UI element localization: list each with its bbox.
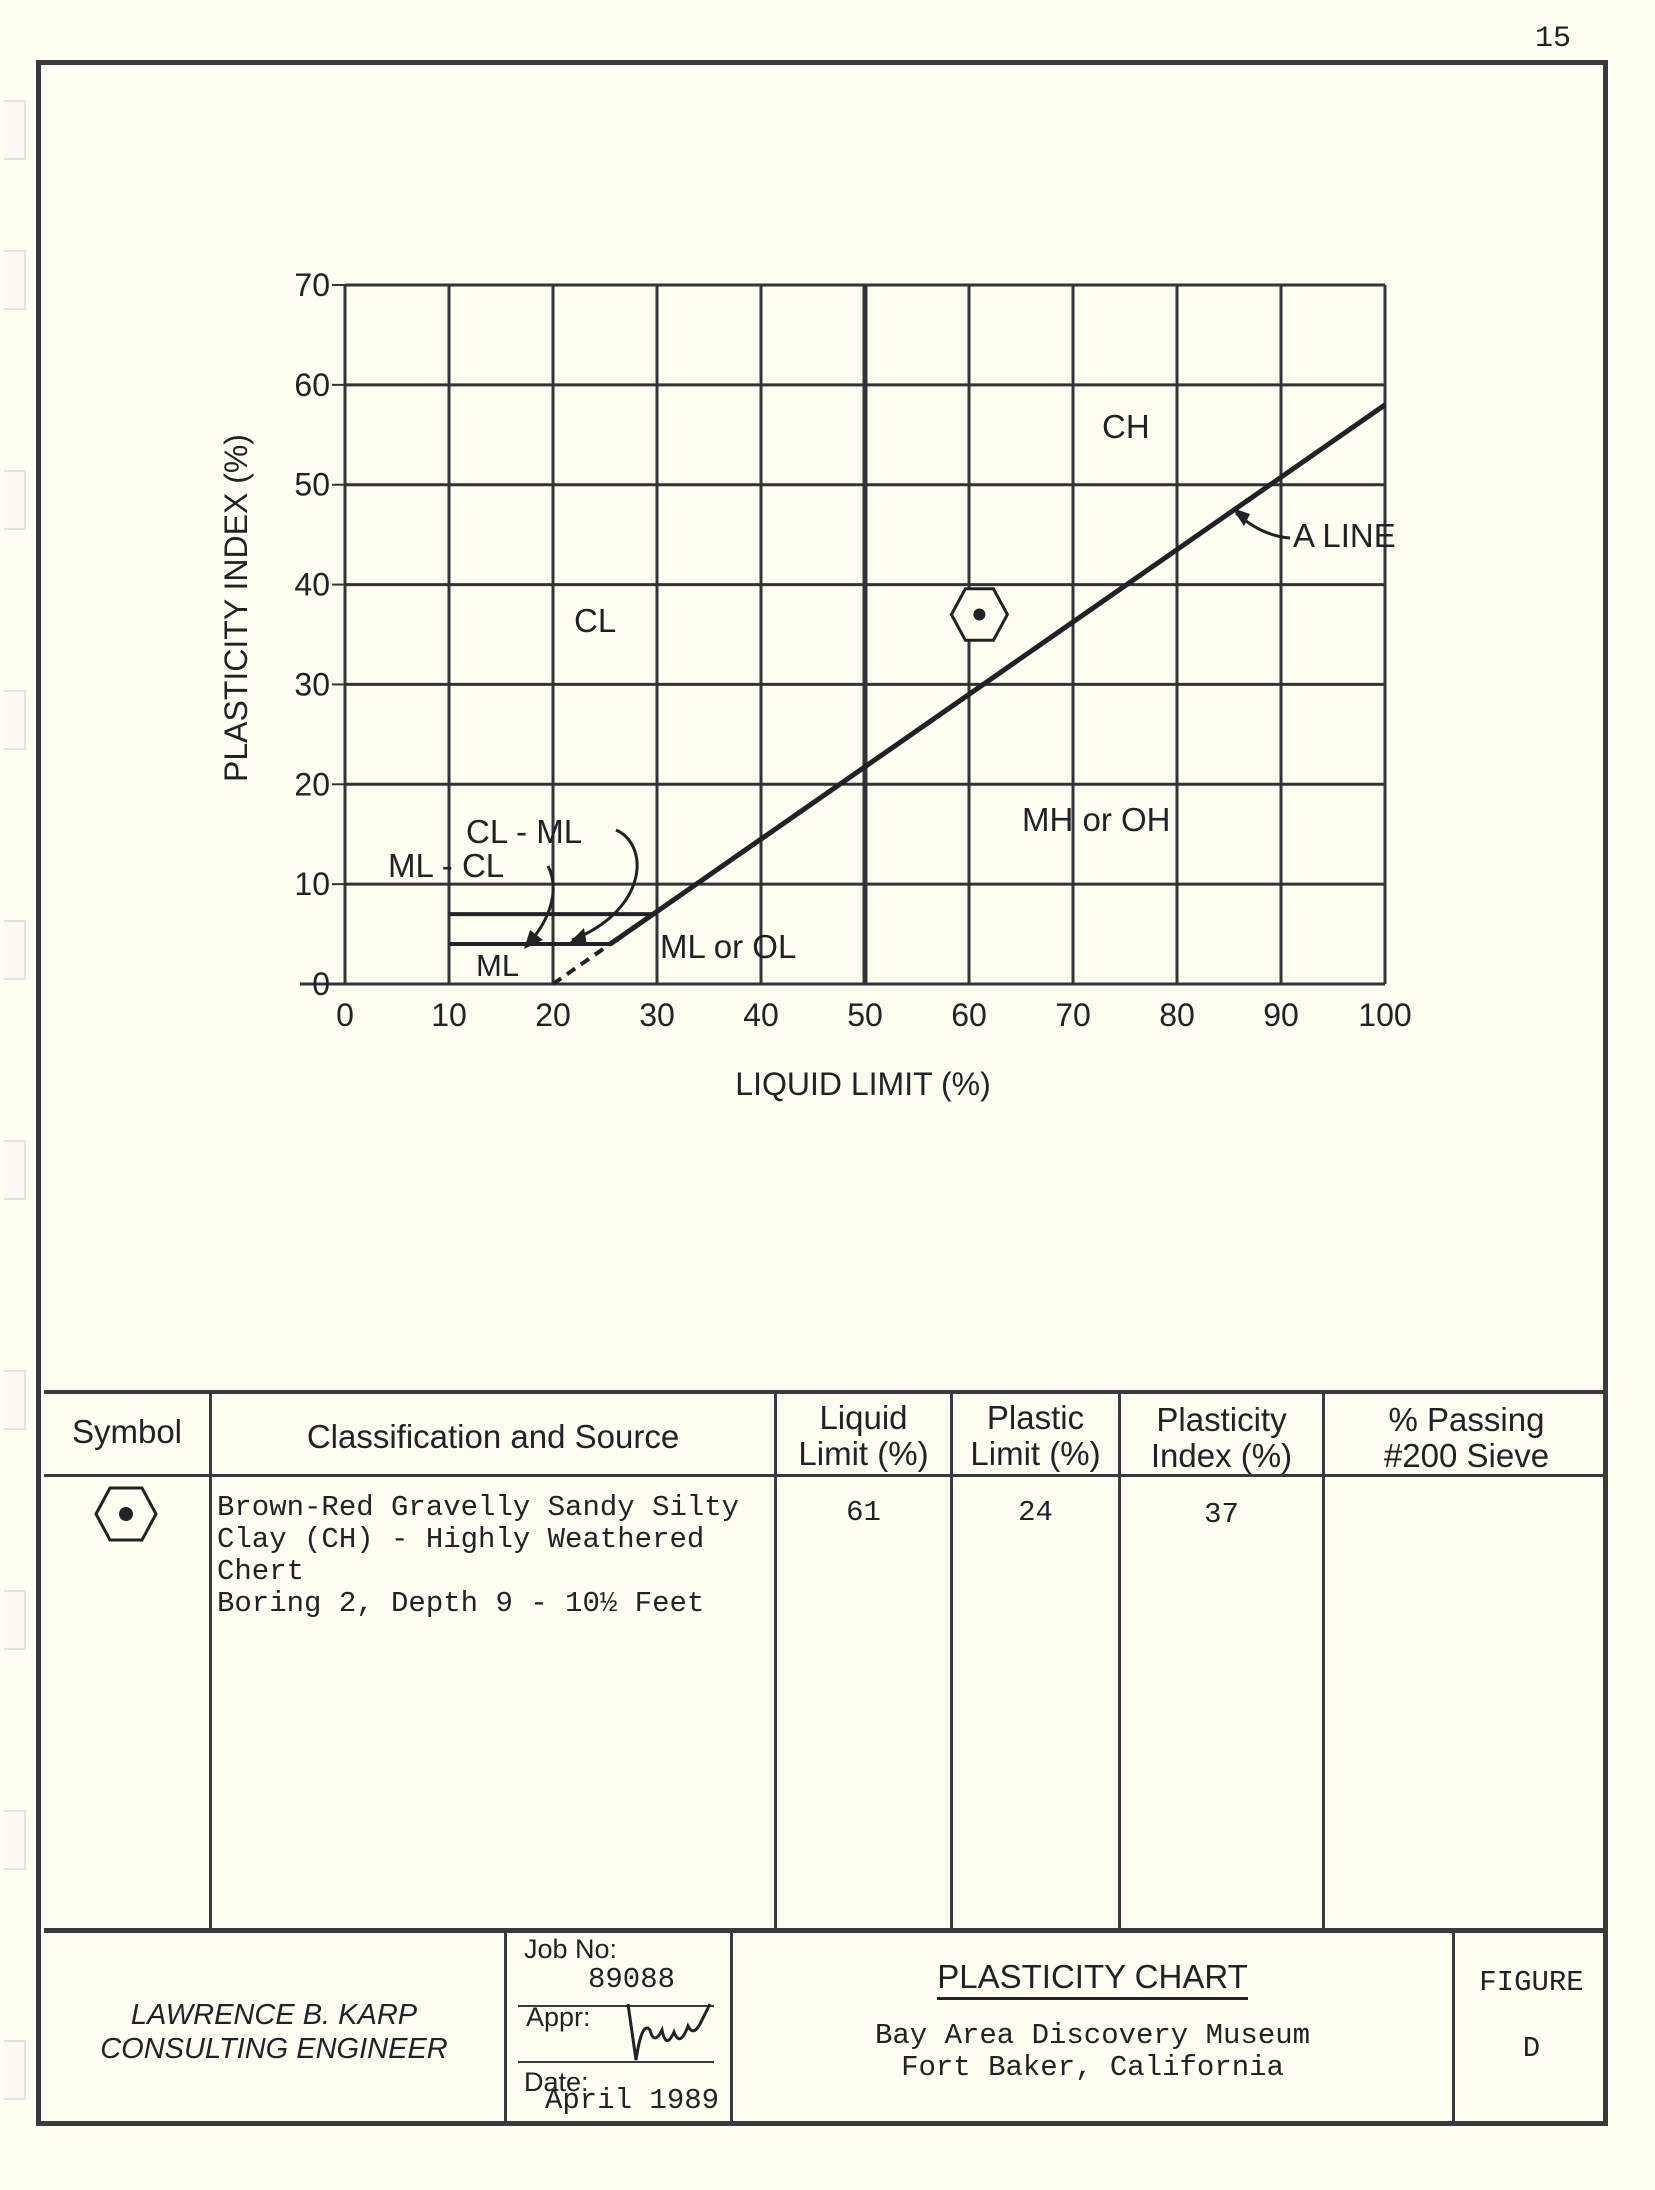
x-tick-label: 10	[431, 997, 467, 1033]
x-tick-label: 20	[535, 997, 571, 1033]
header-percent-passing	[1325, 1402, 1608, 1474]
header-plasticity-index-line1: Plasticity	[1156, 1401, 1287, 1438]
header-liquid-limit-line1: Liquid	[819, 1399, 908, 1436]
ml-cl-pointer-head	[524, 930, 543, 949]
date-label: Date:	[524, 2067, 589, 2097]
row-liquid-limit: 61	[846, 1496, 881, 1529]
x-axis-label: LIQUID LIMIT (%)	[735, 1066, 991, 1102]
x-tick-label: 80	[1159, 997, 1195, 1033]
row-desc-line: Chert	[217, 1555, 305, 1588]
title-block-top-border	[44, 1928, 1608, 1933]
header-percent-passing-line1: % Passing	[1388, 1401, 1545, 1438]
chart-title	[733, 1958, 1452, 1996]
region-label-mh-oh: MH or OH	[1022, 801, 1171, 838]
region-label-ch: CH	[1102, 408, 1150, 445]
header-liquid-limit-line2: Limit (%)	[798, 1435, 929, 1472]
header-symbol: Symbol	[71, 1413, 183, 1450]
binder-mark	[4, 1810, 26, 1870]
appr-label: Appr:	[526, 2002, 591, 2032]
chart-title-text: PLASTICITY CHART	[937, 1958, 1248, 2000]
x-tick-label: 40	[743, 997, 779, 1033]
x-tick-label: 0	[336, 997, 354, 1033]
a-line-dashed-extension	[553, 944, 610, 984]
a-line-label: A LINE	[1293, 517, 1396, 554]
row-desc-line: Clay (CH) - Highly Weathered	[217, 1523, 705, 1556]
title-block-divider	[504, 1930, 507, 2122]
x-tick-label: 30	[639, 997, 675, 1033]
region-label-ml-ol: ML or OL	[660, 928, 797, 965]
y-tick-label: 40	[294, 566, 330, 603]
binder-mark	[4, 2040, 26, 2100]
binder-mark	[4, 1590, 26, 1650]
engineer-name-line1: LAWRENCE B. KARP	[130, 1999, 418, 2031]
project-name	[733, 2020, 1452, 2084]
project-name-line2: Fort Baker, California	[901, 2051, 1284, 2084]
engineer-name-line2: CONSULTING ENGINEER	[100, 2033, 448, 2065]
region-label-cl: CL	[574, 602, 617, 639]
y-tick-label: 0	[312, 966, 330, 1002]
page-number: 15	[1535, 22, 1572, 56]
y-tick-label: 30	[294, 666, 330, 703]
header-liquid-limit	[777, 1400, 950, 1472]
header-plasticity-index	[1121, 1402, 1322, 1474]
y-tick-label: 10	[294, 866, 330, 903]
approval-signature	[610, 1990, 720, 2064]
y-axis-label: PLASTICITY INDEX (%)	[218, 434, 254, 782]
job-no-value: 89088	[588, 1963, 676, 1996]
data-point-dot	[973, 609, 985, 621]
figure-id: D	[1522, 2032, 1541, 2065]
row-symbol-hexagon-icon	[94, 1486, 158, 1542]
x-tick-label: 70	[1055, 997, 1091, 1033]
table-top-border	[44, 1390, 1608, 1394]
table-col-divider	[209, 1390, 212, 1930]
date-value: April 1989	[545, 2084, 720, 2117]
title-block-divider	[1452, 1930, 1455, 2122]
header-plasticity-index-line2: Index (%)	[1150, 1437, 1293, 1474]
row-desc-line: Boring 2, Depth 9 - 10½ Feet	[217, 1587, 705, 1620]
engineer-name	[44, 1998, 504, 2066]
row-description	[217, 1492, 757, 1620]
region-label-cl-ml: CL - ML	[466, 813, 583, 850]
y-tick-label: 70	[294, 267, 330, 303]
x-tick-label: 50	[847, 997, 883, 1033]
table-header-divider	[44, 1474, 1608, 1477]
header-classification: Classification and Source	[306, 1418, 680, 1455]
row-plasticity-index: 37	[1204, 1498, 1239, 1531]
figure-label: FIGURE	[1479, 1966, 1584, 1999]
project-name-line1: Bay Area Discovery Museum	[874, 2019, 1311, 2052]
region-label-ml: ML	[476, 948, 520, 983]
y-tick-label: 60	[294, 366, 330, 403]
x-tick-label: 100	[1358, 997, 1412, 1033]
x-tick-label: 90	[1263, 997, 1299, 1033]
row-plastic-limit: 24	[1018, 1496, 1053, 1529]
x-tick-label: 60	[951, 997, 987, 1033]
region-label-ml-cl: ML - CL	[388, 847, 505, 884]
header-plastic-limit-line2: Limit (%)	[970, 1435, 1101, 1472]
y-tick-label: 20	[294, 766, 330, 803]
header-plastic-limit-line1: Plastic	[986, 1399, 1085, 1436]
header-percent-passing-line2: #200 Sieve	[1383, 1437, 1550, 1474]
job-no-label: Job No:	[524, 1934, 618, 1964]
header-plastic-limit	[953, 1400, 1118, 1472]
y-tick-label: 50	[294, 466, 330, 503]
row-desc-line: Brown-Red Gravelly Sandy Silty	[217, 1491, 740, 1524]
